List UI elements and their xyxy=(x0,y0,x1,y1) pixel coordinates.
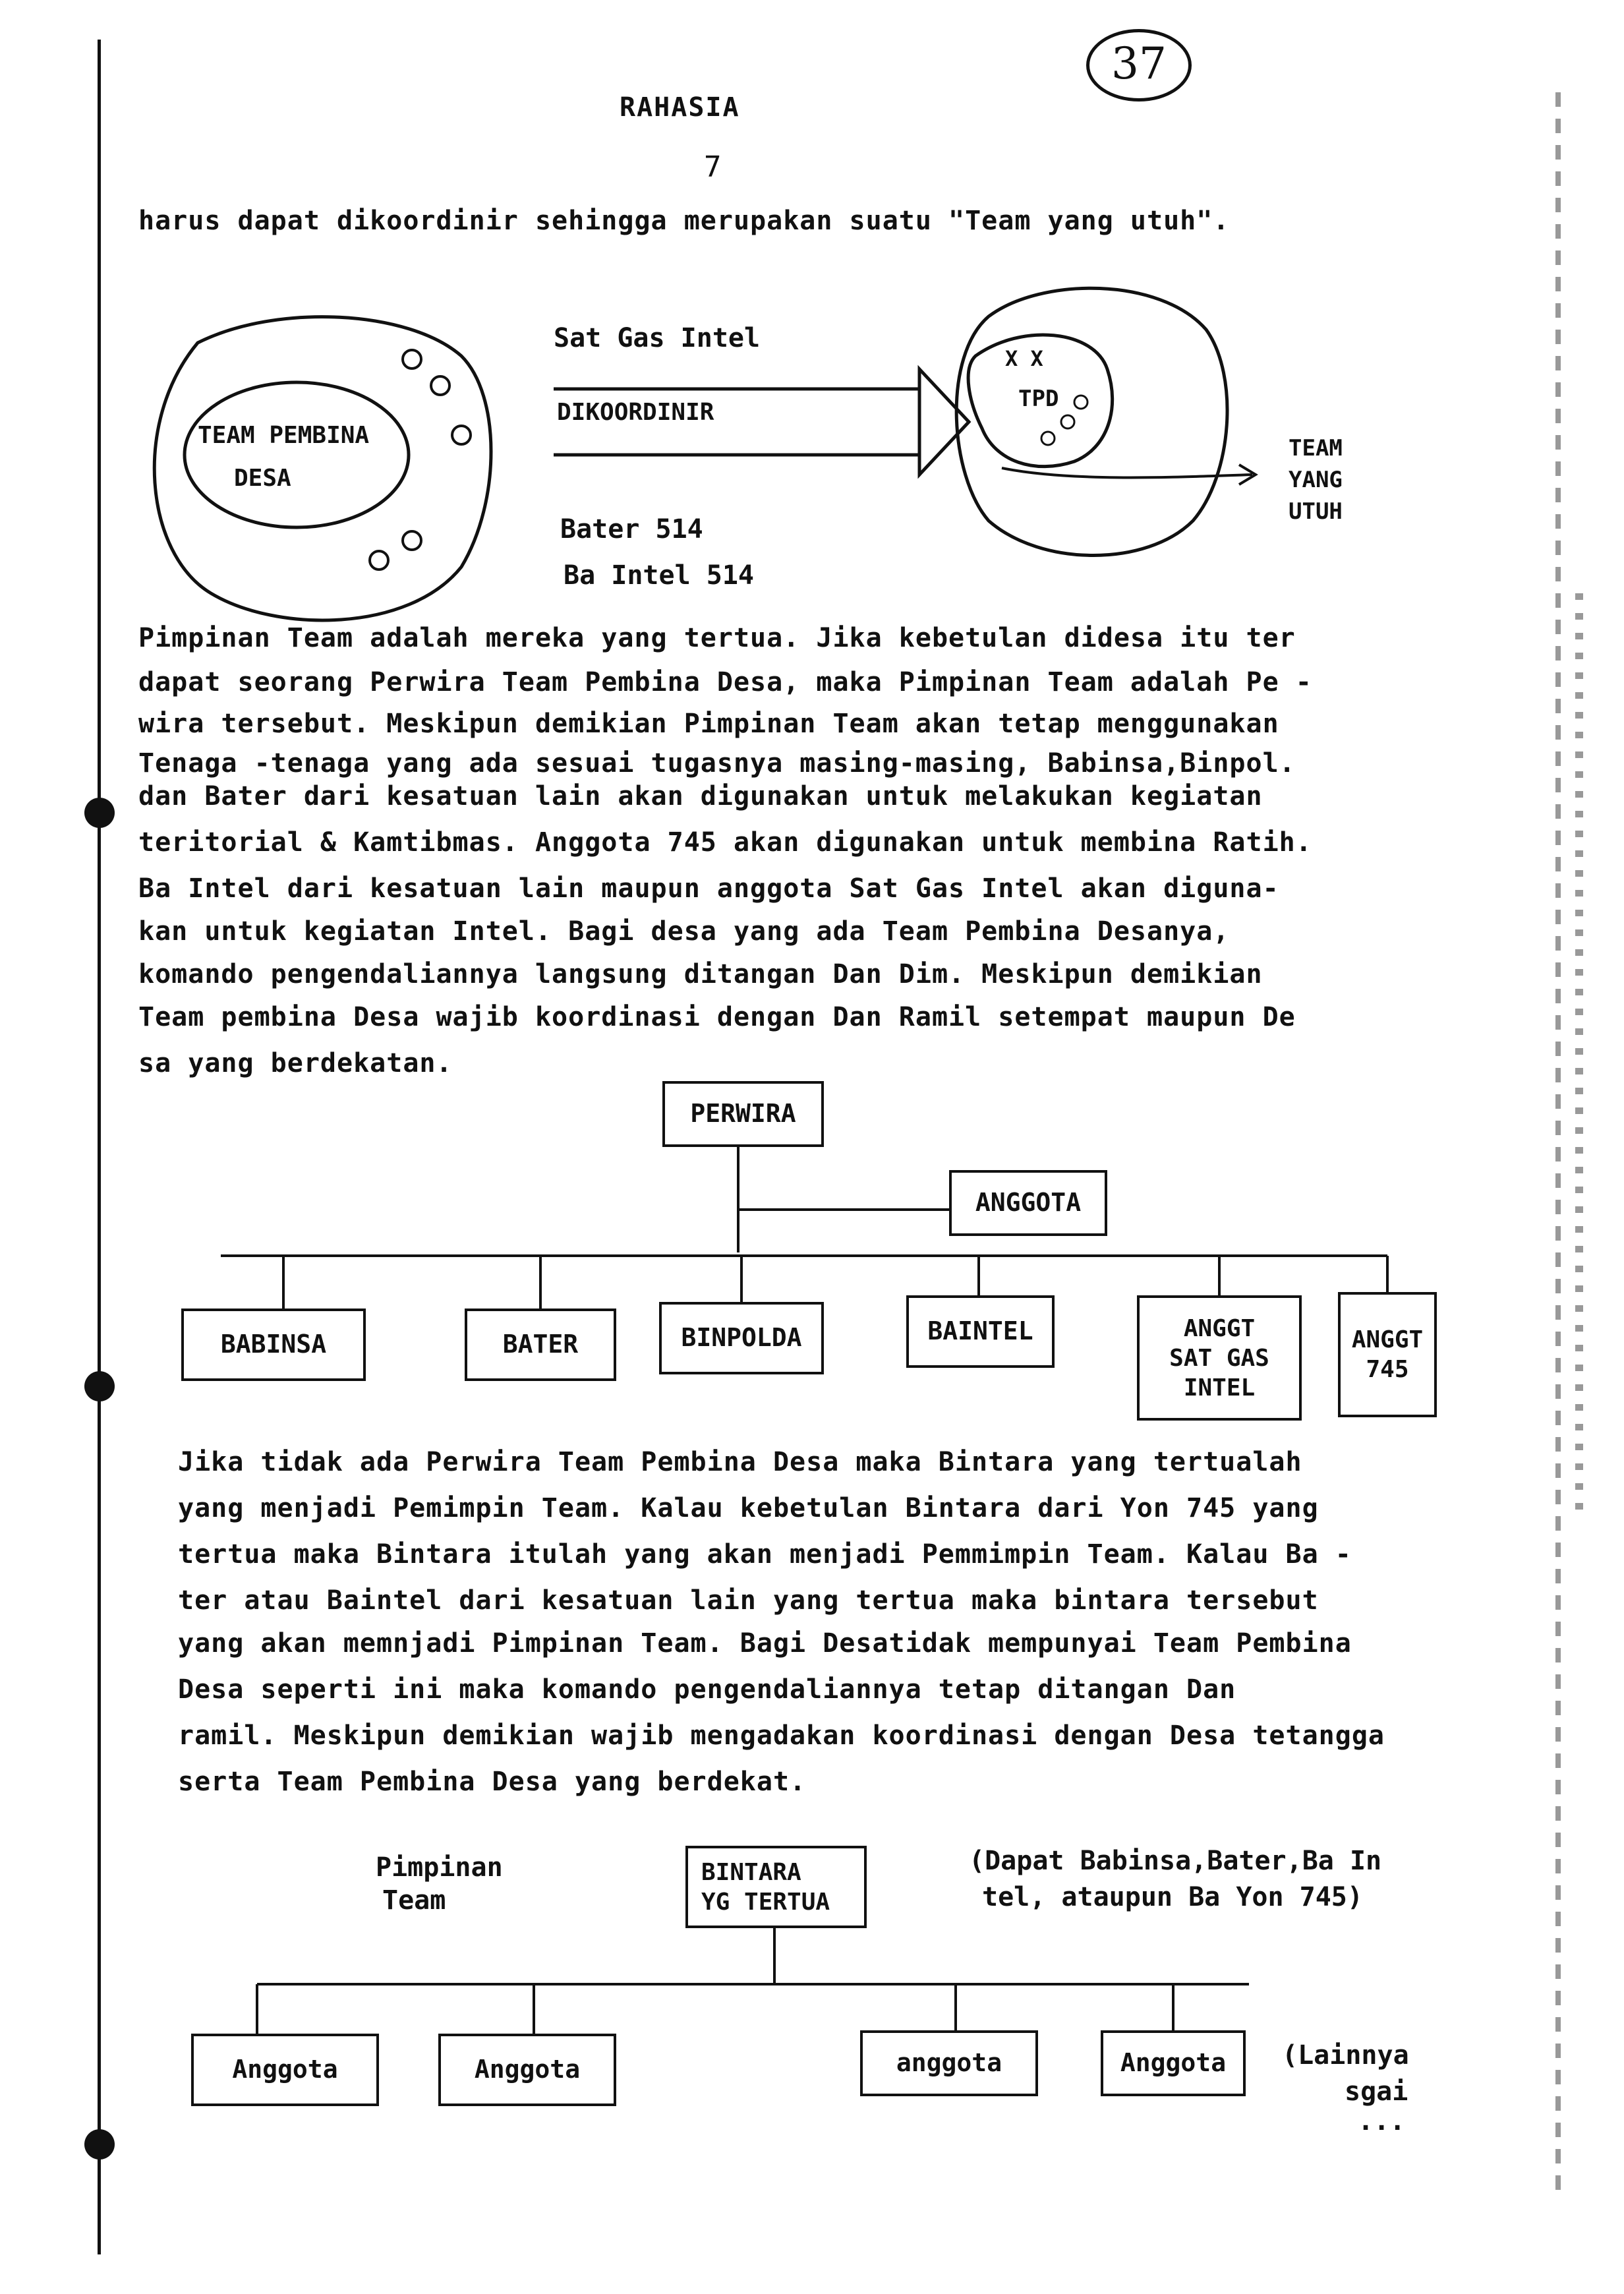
org1-perwira-box: PERWIRA xyxy=(662,1081,824,1147)
org2-bintara-line: BINTARA xyxy=(701,1858,801,1886)
org2-anggota-box: Anggota xyxy=(438,2034,616,2106)
inner-team-ellipse xyxy=(185,382,409,527)
org2-anggota-box: anggota xyxy=(860,2030,1038,2096)
org2-anggota-box: Anggota xyxy=(1101,2030,1246,2096)
org1-bater-box: BATER xyxy=(465,1309,616,1381)
yang-result-label: YANG xyxy=(1289,467,1343,493)
paragraph2-line: ter atau Baintel dari kesatuan lain yang tertua maka bintara tersebut xyxy=(178,1585,1319,1616)
intro-line: harus dapat dikoordinir sehingga merupakan suatu "Team yang utuh". xyxy=(138,206,1230,236)
org1-intel-line: INTEL xyxy=(1183,1374,1256,1401)
org1-binpolda-box: BINPOLDA xyxy=(659,1302,824,1374)
utuh-result-label: UTUH xyxy=(1289,498,1343,525)
paragraph1-line: Pimpinan Team adalah mereka yang tertua. Jika kebetulan didesa itu ter xyxy=(138,623,1296,653)
org2-trailing-note: ... xyxy=(1358,2106,1406,2136)
paragraph1-line: dapat seorang Perwira Team Pembina Desa, maka Pimpinan Team adalah Pe - xyxy=(138,667,1312,697)
ba-intel-514-label: Ba Intel 514 xyxy=(564,560,754,591)
paragraph2-line: ramil. Meskipun demikian wajib mengadakan koordinasi dengan Desa tetangga xyxy=(178,1720,1385,1751)
org2-trailing-note: sgai xyxy=(1345,2076,1408,2107)
paragraph2-line: serta Team Pembina Desa yang berdekat. xyxy=(178,1767,807,1797)
paragraph1-line: kan untuk kegiatan Intel. Bagi desa yang ada Team Pembina Desanya, xyxy=(138,916,1230,947)
paragraph1-line: komando pengendaliannya langsung ditangan Dan Dim. Meskipun demikian xyxy=(138,959,1263,989)
left-outer-circle xyxy=(154,317,491,620)
org1-satgas-line: SAT GAS xyxy=(1169,1344,1269,1372)
bater-514-label: Bater 514 xyxy=(560,514,703,544)
team-pembina-label: TEAM PEMBINA xyxy=(198,422,370,449)
org2-note-line: tel, ataupun Ba Yon 745) xyxy=(982,1882,1363,1912)
team-result-label: TEAM xyxy=(1289,435,1343,461)
tpd-marks: X X xyxy=(1005,346,1043,371)
paragraph2-line: Desa seperti ini maka komando pengendaliannya tetap ditangan Dan xyxy=(178,1674,1236,1705)
org1-anggota-box: ANGGOTA xyxy=(949,1170,1107,1236)
paragraph1-line: dan Bater dari kesatuan lain akan digunakan untuk melakukan kegiatan xyxy=(138,781,1263,811)
paragraph2-line: yang akan memnjadi Pimpinan Team. Bagi Desatidak mempunyai Team Pembina xyxy=(178,1628,1352,1659)
paragraph1-line: teritorial & Kamtibmas. Anggota 745 akan digunakan untuk membina Ratih. xyxy=(138,827,1312,858)
sat-gas-intel-label: Sat Gas Intel xyxy=(554,323,761,353)
org1-babinsa-box: BABINSA xyxy=(181,1309,366,1381)
right-outer-circle xyxy=(956,288,1227,555)
org2-bintara-box xyxy=(685,1846,867,1928)
org1-anggt-line: ANGGT xyxy=(1351,1326,1424,1353)
org2-trailing-note: (Lainnya xyxy=(1282,2040,1409,2071)
org2-yg-tertua-line: YG TERTUA xyxy=(701,1888,830,1916)
paragraph1-line: wira tersebut. Meskipun demikian Pimpinan Team akan tetap menggunakan xyxy=(138,709,1279,739)
org1-anggt-satgas-box xyxy=(1137,1295,1302,1421)
org2-anggota-box: Anggota xyxy=(191,2034,379,2106)
paragraph1-line: Ba Intel dari kesatuan lain maupun anggota Sat Gas Intel akan diguna- xyxy=(138,873,1279,904)
paragraph1-line: Tenaga -tenaga yang ada sesuai tugasnya masing-masing, Babinsa,Binpol. xyxy=(138,748,1296,779)
org2-note-line: (Dapat Babinsa,Bater,Ba In xyxy=(969,1846,1382,1876)
org2-team-label: Team xyxy=(382,1885,446,1916)
dikoordinir-label: DIKOORDINIR xyxy=(557,399,714,426)
circled-page-number: 37 xyxy=(1086,29,1192,102)
org1-745-line: 745 xyxy=(1366,1356,1409,1383)
tpd-label: TPD xyxy=(1018,386,1059,412)
result-arrow xyxy=(1002,468,1252,477)
paragraph1-line: Team pembina Desa wajib koordinasi dengan Dan Ramil setempat maupun De xyxy=(138,1002,1296,1032)
org2-pimpinan-label: Pimpinan xyxy=(376,1852,503,1883)
paragraph2-line: tertua maka Bintara itulah yang akan menjadi Pemmimpin Team. Kalau Ba - xyxy=(178,1539,1352,1570)
org1-anggt-line: ANGGT xyxy=(1183,1314,1256,1342)
org1-baintel-box: BAINTEL xyxy=(906,1295,1055,1368)
paragraph2-line: Jika tidak ada Perwira Team Pembina Desa maka Bintara yang tertualah xyxy=(178,1447,1302,1477)
paragraph1-line: sa yang berdekatan. xyxy=(138,1048,453,1078)
paragraph2-line: yang menjadi Pemimpin Team. Kalau kebetulan Bintara dari Yon 745 yang xyxy=(178,1493,1319,1523)
page-number: 7 xyxy=(704,150,722,184)
desa-label: DESA xyxy=(234,465,291,492)
org1-anggt-745-box xyxy=(1338,1292,1437,1417)
classification-header: RAHASIA xyxy=(620,92,740,123)
